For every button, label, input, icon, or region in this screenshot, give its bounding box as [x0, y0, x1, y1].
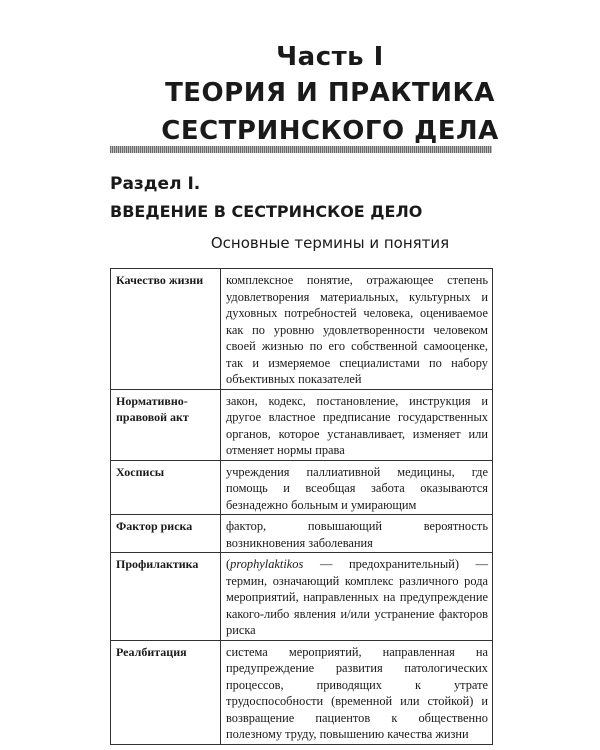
definition-cell: (prophylaktikos — предохранительный) — термин, означающий комплекс различного рода мероприятий, направленных на предупреждение какого-либо явления и/или устранение факторов риска	[221, 553, 493, 641]
table-row	[111, 460, 493, 515]
definition-cell: закон, кодекс, постановление, инструкция и другое властное предписание государственных органов, которое устанавливает, изменяет или отменяет нормы права	[221, 389, 493, 460]
section-title: ВВЕДЕНИЕ В СЕСТРИНСКОЕ ДЕЛО	[110, 202, 423, 221]
definition-cell: комплексное понятие, отражающее степень удовлетворения материальных, культурных и духовных потребностей человека, оцениваемое как по уровню удовлетворенности человеком своей жизнью по его собственной самооценке, так и измеряемое специалистами по набору объективных показателей	[221, 269, 493, 390]
term-cell: Реалбитация	[111, 640, 221, 744]
terms-table	[110, 268, 493, 745]
definition-cell: учреждения паллиативной медицины, где помощь и всеобщая забота оказываются безнадежно больным и умирающим	[221, 460, 493, 515]
terms-heading: Основные термины и понятия	[210, 234, 450, 252]
part-title-line-2: СЕСТРИНСКОГО ДЕЛА	[161, 116, 499, 146]
definition-cell: фактор, повышающий вероятность возникновения заболевания	[221, 515, 493, 553]
term-cell: Качество жизни	[111, 269, 221, 390]
definition-italic-term: prophylaktikos	[230, 557, 304, 571]
table-row	[111, 389, 493, 460]
term-cell: Профилактика	[111, 553, 221, 641]
table-row	[111, 515, 493, 553]
definition-cell: система мероприятий, направленная на предупреждение развития патологических процессов, приводящих к утрате трудоспособности (временной или стойкой) и возвращение пациентов к общественно полезному труду, повышению качества жизни	[221, 640, 493, 744]
table-row	[111, 553, 493, 641]
definition-text: — предохранительный) — термин, означающий комплекс различного рода мероприятий, направленных на предупреждение какого-либо явления и/или устранение факторов риска	[226, 557, 488, 637]
part-title-line-1: ТЕОРИЯ И ПРАКТИКА	[165, 78, 495, 108]
section-label: Раздел I.	[110, 174, 201, 194]
term-cell: Нормативно-правовой акт	[111, 389, 221, 460]
term-cell: Хосписы	[111, 460, 221, 515]
table-row	[111, 269, 493, 390]
section-heading	[110, 172, 422, 224]
part-heading	[0, 40, 600, 150]
divider-rule	[110, 146, 492, 153]
term-cell: Фактор риска	[111, 515, 221, 553]
part-label: Часть I	[276, 42, 384, 72]
table-row	[111, 640, 493, 744]
